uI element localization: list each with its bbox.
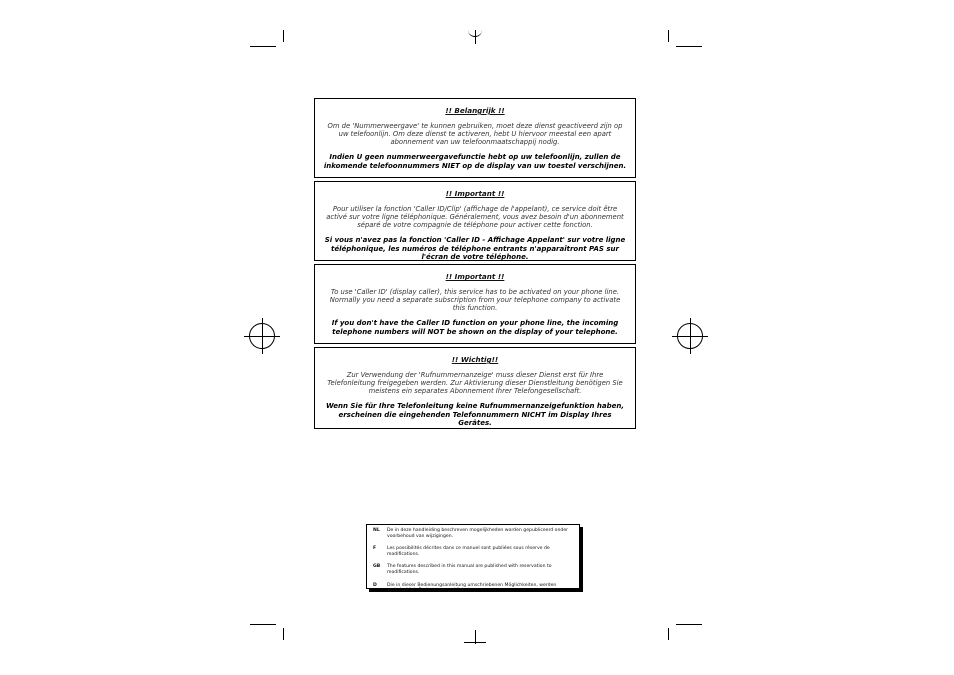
notice-title: !! Belangrijk !!	[445, 106, 505, 115]
legal-disclaimer-box	[366, 524, 580, 594]
notice-body: Pour utiliser la fonction 'Caller ID/Clip' (affichage de l'appelant), ce service doit être activé sur votre ligne téléphonique. Généralement, vous avez besoin d'un abonnement séparé de votre compagnie de téléphone pour activer cette fonction.	[326, 205, 624, 229]
registration-line	[262, 318, 263, 354]
legal-text: Die in dieser Bedienungsanleitung umschriebenen Möglichkeiten, werden vorbehaltlich Änderungen publiziert.	[387, 582, 557, 594]
language-code: GB	[373, 564, 381, 570]
notice-body: Zur Verwendung der 'Rufnummernanzeige' muss dieser Dienst erst für Ihre Telefonleitung freigegeben werden. Zur Aktivierung dieser Dienstleitung benötigen Sie meistens ein separates Abonnement Ihrer Telefongesellschaft.	[327, 371, 623, 395]
language-code: F	[373, 546, 377, 552]
notice-warning: Indien U geen nummerweergavefunctie hebt op uw telefoonlijn, zullen de inkomende telefoonnummers NIET op de display van uw toestel verschijnen.	[323, 153, 627, 170]
registration-line	[475, 30, 476, 44]
notice-box-en	[314, 264, 636, 344]
notice-title: !! Important !!	[445, 189, 505, 198]
registration-line	[690, 318, 691, 354]
crop-mark	[668, 628, 669, 640]
language-code: D	[373, 582, 377, 588]
legal-row	[373, 546, 573, 557]
crop-mark	[668, 30, 669, 42]
registration-line	[464, 642, 486, 643]
legal-text: De in deze handleiding beschreven mogelijkheden worden gepubliceerd onder voorbehoud van wijzigingen.	[387, 528, 569, 539]
crop-mark	[283, 628, 284, 640]
language-code: NL	[373, 528, 380, 533]
crop-mark	[283, 30, 284, 42]
notice-body: To use 'Caller ID' (display caller), this service has to be activated on your phone line. Normally you need a separate subscription from your telephone company to activate this function.	[329, 288, 621, 312]
legal-row	[373, 564, 573, 575]
legal-row	[373, 583, 573, 594]
notice-title: !! Important !!	[445, 272, 505, 281]
legal-text: The features described in this manual are published with reservation to modifications.	[387, 564, 552, 575]
notice-warning: If you don't have the Caller ID function on your phone line, the incoming telephone numbers will NOT be shown on the display of your telephone.	[331, 319, 619, 336]
crop-mark	[676, 624, 702, 625]
notice-title: !! Wichtig!!	[451, 355, 499, 364]
legal-text: Les possibilités décrites dans ce manuel sont publiées sous réserve de modifications.	[387, 546, 550, 557]
notice-box-de	[314, 347, 636, 429]
crop-mark	[250, 624, 276, 625]
legal-row	[373, 528, 573, 539]
crop-mark	[676, 46, 702, 47]
crop-mark	[250, 46, 276, 47]
notice-box-fr	[314, 181, 636, 261]
notice-warning: Wenn Sie für Ihre Telefonleitung keine Rufnummernanzeigefunktion haben, erscheinen die eingehenden Telefonnummern NICHT im Display Ihres Gerätes.	[325, 402, 625, 428]
notice-box-nl	[314, 98, 636, 178]
notice-body: Om de 'Nummerweergave' te kunnen gebruiken, moet deze dienst geactiveerd zijn op uw telefoonlijn. Om deze dienst te activeren, hebt U hiervoor meestal een apart abonnement van uw telefoonmaatschappij nodig.	[327, 122, 623, 146]
notice-warning: Si vous n'avez pas la fonction 'Caller ID - Affichage Appelant' sur votre ligne téléphonique, les numéros de téléphone entrants n'apparaîtront PAS sur l'écran de votre téléphone.	[324, 236, 626, 262]
